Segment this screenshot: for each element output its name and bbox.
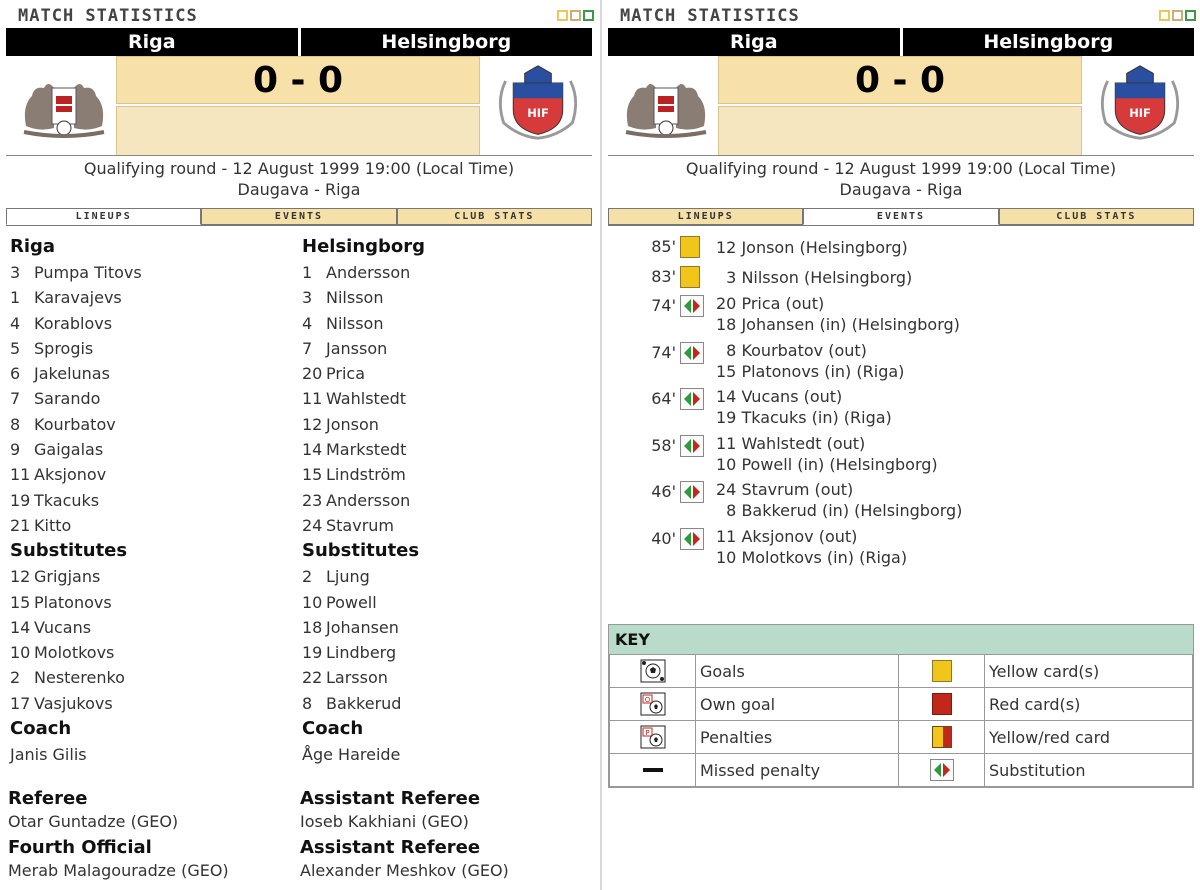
player-row xyxy=(10,462,290,487)
player-number: 8 xyxy=(302,693,313,713)
minimize-icon[interactable] xyxy=(557,10,568,21)
substitute-row xyxy=(10,640,290,665)
player-name: Markstedt xyxy=(326,440,407,460)
svg-text:HIF: HIF xyxy=(527,106,549,121)
key-label: Own goal xyxy=(696,688,899,721)
team-heading: Riga xyxy=(10,236,56,257)
match-round-date: Qualifying round - 12 August 1999 19:00 (Local Time) xyxy=(83,159,515,178)
event-row xyxy=(638,386,1178,433)
tab-events[interactable]: EVENTS xyxy=(803,208,998,225)
player-row xyxy=(302,285,582,310)
event-minute: 64' xyxy=(651,389,676,409)
player-name: Pumpa Titovs xyxy=(34,263,142,282)
substitutes-heading: Substitutes xyxy=(10,540,128,562)
player-name: Andersson xyxy=(326,263,411,282)
panel-divider xyxy=(600,0,602,890)
key-icon-cell xyxy=(610,655,696,688)
key-icon-cell xyxy=(610,688,696,721)
player-number: 12 xyxy=(302,414,323,434)
substitute-row xyxy=(302,590,582,615)
player-number: 8 xyxy=(10,414,21,434)
away-lineup xyxy=(302,234,582,767)
player-name: Jakelunas xyxy=(34,364,110,384)
player-name: Stavrum xyxy=(326,515,395,535)
substitution-icon xyxy=(680,295,704,317)
minimize-icon[interactable] xyxy=(1159,10,1170,21)
player-number: 14 xyxy=(10,617,31,637)
event-text xyxy=(716,479,962,521)
event-icon xyxy=(680,236,700,258)
event-line: 14 Vucans (out) xyxy=(716,387,843,407)
player-row xyxy=(302,260,582,285)
event-text xyxy=(716,267,912,288)
window-controls xyxy=(1159,10,1196,21)
tab-bar xyxy=(6,208,592,226)
key-label: Missed penalty xyxy=(696,754,899,787)
svg-text:HIF: HIF xyxy=(1129,106,1151,121)
event-row xyxy=(638,234,1178,264)
event-minute: 85' xyxy=(651,237,676,256)
player-row xyxy=(10,513,290,538)
player-number: 10 xyxy=(302,592,323,612)
event-text xyxy=(716,237,908,258)
player-name: Gaigalas xyxy=(34,440,104,460)
player-name: Tkacuks xyxy=(34,490,100,510)
substitution-icon xyxy=(680,435,704,457)
home-team-name: Riga xyxy=(6,28,298,56)
player-name: Nilsson xyxy=(326,313,384,333)
substitutes-heading: Substitutes xyxy=(302,540,420,562)
player-number: 6 xyxy=(10,364,21,384)
events-panel xyxy=(608,0,1200,890)
tab-bar xyxy=(608,208,1194,226)
assistant-referee-2-block xyxy=(300,837,590,883)
player-row xyxy=(302,437,582,462)
key-row xyxy=(610,721,1193,754)
player-name: Lindberg xyxy=(326,643,397,663)
player-number: 18 xyxy=(302,617,323,637)
player-number: 15 xyxy=(302,465,323,485)
scoreboard xyxy=(608,56,1194,156)
player-name: Prica xyxy=(326,364,365,384)
match-info xyxy=(6,158,592,200)
tab-club-stats[interactable]: CLUB STATS xyxy=(999,208,1194,225)
event-row xyxy=(638,340,1178,387)
fourth-official-name: Merab Malagouradze (GEO) xyxy=(8,861,229,880)
player-number: 17 xyxy=(10,693,31,713)
event-line: 8 Kourbatov (out) xyxy=(716,340,867,360)
key-legend xyxy=(608,624,1194,788)
coach-heading: Coach xyxy=(302,718,364,740)
key-icon-cell xyxy=(899,655,985,688)
window-controls xyxy=(557,10,594,21)
home-lineup xyxy=(10,234,290,767)
player-number: 22 xyxy=(302,668,323,688)
event-line: 24 Stavrum (out) xyxy=(716,480,854,500)
player-name: Sprogis xyxy=(34,338,94,358)
substitution-icon xyxy=(680,481,704,503)
tab-club-stats[interactable]: CLUB STATS xyxy=(397,208,592,225)
substitute-row xyxy=(302,691,582,716)
score-details xyxy=(116,106,480,156)
player-number: 4 xyxy=(302,313,313,333)
referee-title: Referee xyxy=(8,788,88,809)
substitute-row xyxy=(302,665,582,690)
tab-lineups[interactable]: LINEUPS xyxy=(6,208,201,225)
player-row xyxy=(10,361,290,386)
event-line: 15 Platonovs (in) (Riga) xyxy=(716,361,905,381)
event-line: 19 Tkacuks (in) (Riga) xyxy=(716,408,892,428)
penalty-icon xyxy=(640,725,666,749)
event-line: 11 Aksjonov (out) xyxy=(716,526,858,546)
score: 0 - 0 xyxy=(718,56,1082,104)
coach-heading: Coach xyxy=(10,718,72,740)
substitution-icon xyxy=(680,342,704,364)
player-name: Vucans xyxy=(34,617,92,637)
key-row xyxy=(610,688,1193,721)
panel-title: MATCH STATISTICS xyxy=(18,6,198,26)
panel-title: MATCH STATISTICS xyxy=(620,6,800,26)
event-text xyxy=(716,340,904,382)
player-number: 1 xyxy=(10,288,21,308)
player-number: 12 xyxy=(10,567,31,587)
player-row xyxy=(10,488,290,513)
player-row xyxy=(10,260,290,285)
event-icon xyxy=(680,528,704,554)
player-name: Bakkerud xyxy=(326,693,402,713)
player-number: 5 xyxy=(10,338,21,358)
riga-crest-icon xyxy=(14,66,114,146)
team-heading: Helsingborg xyxy=(302,236,426,257)
key-label: Yellow card(s) xyxy=(985,655,1193,688)
player-name: Sarando xyxy=(34,389,101,409)
event-line: 3 Nilsson (Helsingborg) xyxy=(716,267,913,287)
own-goal-icon xyxy=(640,692,666,716)
player-name: Johansen xyxy=(326,617,399,637)
player-number: 14 xyxy=(302,440,323,460)
player-name: Grigjans xyxy=(34,567,101,587)
match-venue: Daugava - Riga xyxy=(839,180,963,199)
key-label: Penalties xyxy=(696,721,899,754)
player-number: 2 xyxy=(302,567,313,587)
lineups-panel xyxy=(6,0,600,890)
coach-name: Janis Gilis xyxy=(10,745,87,765)
event-line: 18 Johansen (in) (Helsingborg) xyxy=(716,315,960,334)
player-row xyxy=(10,285,290,310)
event-text xyxy=(716,386,892,428)
yellow-card-icon xyxy=(932,660,952,682)
player-row xyxy=(302,311,582,336)
event-text xyxy=(716,526,907,568)
player-row xyxy=(302,386,582,411)
player-row xyxy=(302,361,582,386)
restore-icon[interactable] xyxy=(1172,10,1183,21)
event-icon xyxy=(680,388,704,414)
helsingborg-crest-icon xyxy=(488,62,588,142)
key-title: KEY xyxy=(609,625,1193,654)
event-minute: 74' xyxy=(651,342,676,362)
player-row xyxy=(302,488,582,513)
substitute-row xyxy=(10,615,290,640)
event-minute: 83' xyxy=(651,266,676,286)
referee-name: Otar Guntadze (GEO) xyxy=(8,812,179,831)
assistant-referee-title: Assistant Referee xyxy=(300,788,481,809)
player-name: Vasjukovs xyxy=(34,693,113,713)
substitute-row xyxy=(10,665,290,690)
player-name: Korablovs xyxy=(34,313,113,333)
player-number: 15 xyxy=(10,592,31,612)
event-minute: 58' xyxy=(651,435,676,455)
event-row xyxy=(638,526,1178,573)
riga-crest-icon xyxy=(616,66,716,146)
player-name: Andersson xyxy=(326,490,411,510)
maximize-icon[interactable] xyxy=(583,10,594,21)
assistant-referee-name: Ioseb Kakhiani (GEO) xyxy=(300,812,469,831)
key-icon-cell xyxy=(899,721,985,754)
player-name: Aksjonov xyxy=(34,465,107,485)
away-team-name: Helsingborg xyxy=(301,28,593,56)
team-names-bar xyxy=(608,28,1194,56)
assistant-referee-name: Alexander Meshkov (GEO) xyxy=(300,861,509,880)
yellow-card-icon xyxy=(680,236,700,258)
player-name: Wahlstedt xyxy=(326,389,407,409)
player-row xyxy=(10,336,290,361)
key-icon-cell xyxy=(610,754,696,787)
player-name: Larsson xyxy=(326,668,388,688)
score: 0 - 0 xyxy=(116,56,480,104)
match-round-date: Qualifying round - 12 August 1999 19:00 (Local Time) xyxy=(685,159,1117,178)
key-table xyxy=(609,654,1193,787)
player-row xyxy=(10,412,290,437)
tab-lineups[interactable]: LINEUPS xyxy=(608,208,803,225)
scoreboard-divider xyxy=(6,155,592,156)
event-line: 10 Powell (in) (Helsingborg) xyxy=(716,454,938,474)
event-icon xyxy=(680,295,704,321)
player-row xyxy=(302,412,582,437)
scoreboard-divider xyxy=(608,155,1194,156)
assistant-referee-1-block xyxy=(300,788,590,834)
event-line: 12 Jonson (Helsingborg) xyxy=(716,238,908,257)
player-number: 9 xyxy=(10,440,21,460)
referee-block xyxy=(8,788,298,834)
substitute-row xyxy=(302,640,582,665)
missed-penalty-icon xyxy=(640,758,666,782)
player-name: Karavajevs xyxy=(34,288,122,308)
team-names-bar xyxy=(6,28,592,56)
fourth-official-title: Fourth Official xyxy=(8,837,152,858)
yellow-red-card-icon xyxy=(932,726,952,748)
player-number: 10 xyxy=(10,643,31,663)
event-minute: 74' xyxy=(651,296,676,315)
event-icon xyxy=(680,435,704,461)
player-row xyxy=(10,437,290,462)
svg-text:O: O xyxy=(644,696,650,704)
player-row xyxy=(10,386,290,411)
key-label: Yellow/red card xyxy=(985,721,1193,754)
events-list xyxy=(638,234,1178,573)
player-name: Platonovs xyxy=(34,592,112,612)
away-team-name: Helsingborg xyxy=(903,28,1195,56)
player-name: Nesterenko xyxy=(34,668,125,688)
event-line: 20 Prica (out) xyxy=(716,294,825,313)
helsingborg-crest-icon xyxy=(1090,62,1190,142)
red-card-icon xyxy=(932,693,952,715)
tab-events[interactable]: EVENTS xyxy=(201,208,396,225)
substitute-row xyxy=(302,564,582,589)
player-number: 20 xyxy=(302,364,323,384)
player-number: 1 xyxy=(302,263,313,282)
player-number: 7 xyxy=(10,389,21,409)
event-row xyxy=(638,433,1178,480)
player-row xyxy=(302,513,582,538)
match-info xyxy=(608,158,1194,200)
player-number: 24 xyxy=(302,515,323,535)
substitution-icon xyxy=(930,759,954,781)
player-name: Lindström xyxy=(326,465,406,485)
player-number: 4 xyxy=(10,313,21,333)
player-name: Molotkovs xyxy=(34,643,115,663)
key-row xyxy=(610,655,1193,688)
scoreboard xyxy=(6,56,592,156)
event-line: 10 Molotkovs (in) (Riga) xyxy=(716,547,908,567)
player-number: 11 xyxy=(302,389,323,409)
restore-icon[interactable] xyxy=(570,10,581,21)
event-minute: 46' xyxy=(651,482,676,502)
player-number: 2 xyxy=(10,668,21,688)
substitution-icon xyxy=(680,388,704,410)
player-row xyxy=(302,462,582,487)
key-label: Substitution xyxy=(985,754,1193,787)
event-row xyxy=(638,264,1178,294)
event-row xyxy=(638,479,1178,526)
player-name: Jonson xyxy=(326,414,379,434)
key-label: Red card(s) xyxy=(985,688,1193,721)
score-details xyxy=(718,106,1082,156)
player-number: 11 xyxy=(10,465,31,485)
home-team-name: Riga xyxy=(608,28,900,56)
player-row xyxy=(302,336,582,361)
player-name: Kitto xyxy=(34,515,72,535)
match-venue: Daugava - Riga xyxy=(237,180,361,199)
yellow-card-icon xyxy=(680,266,700,288)
player-number: 3 xyxy=(302,288,313,308)
key-icon-cell xyxy=(899,688,985,721)
substitution-icon xyxy=(680,528,704,550)
event-row xyxy=(638,293,1178,340)
key-label: Goals xyxy=(696,655,899,688)
key-icon-cell xyxy=(610,721,696,754)
event-line: 8 Bakkerud (in) (Helsingborg) xyxy=(716,501,963,521)
assistant-referee-title: Assistant Referee xyxy=(300,837,481,858)
player-row xyxy=(10,311,290,336)
event-text xyxy=(716,433,938,475)
player-number: 23 xyxy=(302,490,323,510)
substitute-row xyxy=(10,564,290,589)
coach-name: Åge Hareide xyxy=(302,745,401,765)
player-name: Ljung xyxy=(326,567,370,587)
event-icon xyxy=(680,481,704,507)
player-name: Kourbatov xyxy=(34,414,116,434)
event-icon xyxy=(680,266,700,288)
fourth-official-block xyxy=(8,837,298,883)
player-number: 7 xyxy=(302,338,313,358)
substitute-row xyxy=(10,590,290,615)
event-minute: 40' xyxy=(651,528,676,548)
player-name: Powell xyxy=(326,592,377,612)
player-number: 19 xyxy=(302,643,323,663)
key-row xyxy=(610,754,1193,787)
event-icon xyxy=(680,342,704,368)
maximize-icon[interactable] xyxy=(1185,10,1196,21)
key-icon-cell xyxy=(899,754,985,787)
goal-icon xyxy=(640,659,666,683)
player-name: Jansson xyxy=(326,338,388,358)
player-number: 3 xyxy=(10,263,21,282)
event-line: 11 Wahlstedt (out) xyxy=(716,433,866,453)
event-text xyxy=(716,293,960,335)
player-name: Nilsson xyxy=(326,288,384,308)
substitute-row xyxy=(302,615,582,640)
player-number: 21 xyxy=(10,515,31,535)
svg-text:P: P xyxy=(644,729,650,737)
substitute-row xyxy=(10,691,290,716)
player-number: 19 xyxy=(10,490,31,510)
